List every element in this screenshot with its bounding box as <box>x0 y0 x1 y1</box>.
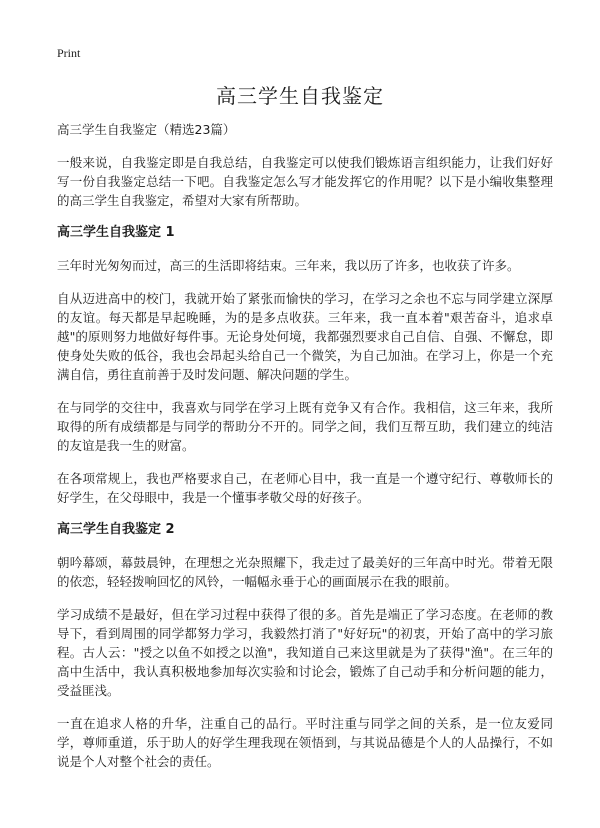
intro-paragraph: 一般来说，自我鉴定即是自我总结，自我鉴定可以使我们锻炼语言组织能力，让我们好好写一份自我鉴定总结一下吧。自我鉴定怎么写才能发挥它的作用呢？以下是小编收集整理的高三学生自我鉴定，希望对大家有所帮助。 <box>57 155 553 208</box>
paragraph: 一直在追求人格的升华，注重自己的品行。平时注重与同学之间的关系，是一位友爱同学，尊师重道，乐于助人的好学生理我现在领悟到，与其说品德是个人的人品操行，不如说是个人对整个社会的责任。 <box>57 716 553 769</box>
paragraph: 朝吟幕颂，幕鼓晨钟，在理想之光杂照耀下，我走过了最美好的三年高中时光。带着无限的依恋，轻轻拨响回忆的风铃，一幅幅永垂于心的画面展示在我的眼前。 <box>57 555 553 589</box>
paragraph: 在各项常规上，我也严格要求自己，在老师心目中，我一直是一个遵守纪行、尊敬师长的好学生，在父母眼中，我是一个懂事孝敬父母的好孩子。 <box>57 471 553 505</box>
paragraph: 三年时光匆匆而过，高三的生活即将结束。三年来，我以历了许多，也收获了许多。 <box>57 258 520 273</box>
page-title: 高三学生自我鉴定 <box>216 84 384 108</box>
document-body <box>57 121 553 785</box>
paragraph: 自从迈进高中的校门，我就开始了紧张而愉快的学习，在学习之余也不忘与同学建立深厚的友谊。每天都是早起晚睡，为的是多点收获。三年来，我一直本着"艰苦奋斗，追求卓越"的原则努力地做好每件事。无论身处何境，我都强烈要求自己自信、自强、不懈怠，即使身处失败的低谷，我也会昂起头给自己一个微笑，为自己加油。在学习上，你是一个充满自信，勇往直前善于及时发问题、解决问题的学生。 <box>57 291 553 382</box>
paragraph: 在与同学的交往中，我喜欢与同学在学习上既有竞争又有合作。我相信，这三年来，我所取得的所有成绩都是与同学的帮助分不开的。同学之间，我们互帮互助，我们建立的纯洁的友谊是我一生的财富。 <box>57 400 553 453</box>
section-heading-2: 高三学生自我鉴定 2 <box>57 522 175 537</box>
section-heading-1: 高三学生自我鉴定 1 <box>57 225 175 240</box>
paragraph: 学习成绩不是最好，但在学习过程中获得了很的多。首先是端正了学习态度。在老师的教导下，看到周围的同学都努力学习，我毅然打消了"好好玩"的初衷，开始了高中的学习旅程。古人云："授之以鱼不如授之以渔"，我知道自己来这里就是为了获得"渔"。在三年的高中生活中，我认真积极地参加每次实验和讨论会，锻炼了自己动手和分析问题的能力，受益匪浅。 <box>57 607 553 698</box>
document-subtitle: 高三学生自我鉴定（精选23篇） <box>57 122 236 137</box>
print-link[interactable]: Print <box>57 46 81 60</box>
